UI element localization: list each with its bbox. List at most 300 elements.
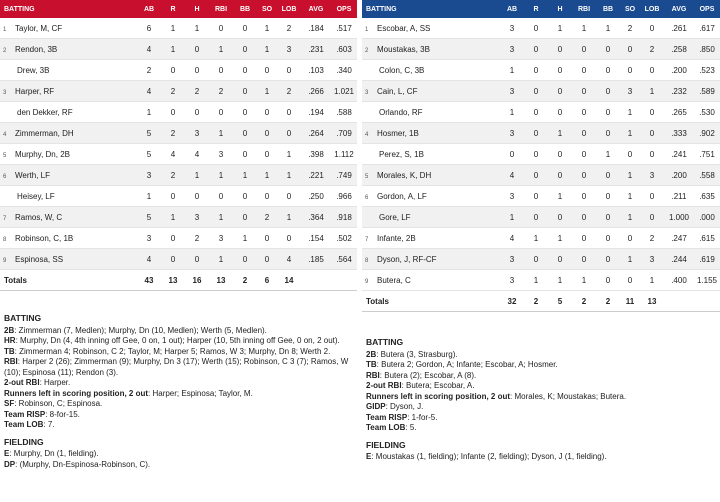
stat-cell: 1 — [161, 18, 185, 39]
player-name-link[interactable]: Zimmerman, DH — [15, 128, 74, 138]
stat-cell: 1 — [620, 123, 640, 144]
note-text: : Murphy, Dn (4, 4th inning off Gee, 0 on, 1 out); Harper (10, 5th inning off Gee, 0 on, 2 out). — [15, 336, 340, 345]
stat-cell: 3 — [277, 39, 301, 60]
stat-cell: 2 — [185, 81, 209, 102]
stat-cell: 0 — [640, 102, 664, 123]
home-table-body — [362, 18, 720, 312]
header-row — [362, 0, 720, 18]
away-batting-title: BATTING — [4, 313, 42, 323]
stat-cell: .558 — [694, 165, 720, 186]
player-row — [362, 270, 720, 291]
note-line — [4, 460, 354, 471]
totals-cell: 2 — [524, 291, 548, 312]
column-header[interactable]: R — [524, 0, 548, 18]
stat-cell: 0 — [233, 249, 257, 270]
player-cell — [0, 81, 137, 102]
column-header[interactable]: BB — [596, 0, 620, 18]
note-label: Runners left in scoring position, 2 out — [4, 388, 149, 398]
note-label: Team LOB — [366, 423, 406, 432]
batting-order: 2 — [3, 47, 7, 54]
player-cell — [362, 207, 500, 228]
player-cell — [0, 123, 137, 144]
batting-order: 6 — [365, 194, 369, 201]
batting-order: 8 — [3, 236, 7, 243]
stat-cell: 4 — [277, 249, 301, 270]
stat-cell: 2 — [185, 228, 209, 249]
stat-cell: 0 — [640, 60, 664, 81]
home-batting-table — [362, 0, 720, 312]
player-row — [362, 228, 720, 249]
stat-cell: .709 — [331, 123, 357, 144]
stat-cell: 1 — [209, 249, 233, 270]
stat-cell: 0 — [257, 123, 277, 144]
note-text: : Butera (3, Strasburg). — [376, 349, 458, 359]
stat-cell: 0 — [233, 207, 257, 228]
note-text: : Butera; Escobar, A. — [401, 381, 475, 390]
player-row — [362, 60, 720, 81]
note-line — [4, 326, 354, 337]
stat-cell: 0 — [524, 123, 548, 144]
column-header[interactable]: LOB — [640, 0, 664, 18]
note-label: 2-out RBI — [4, 378, 40, 387]
player-name-link[interactable]: Colon, C, 3B — [379, 65, 425, 75]
stat-cell: 0 — [257, 60, 277, 81]
note-text: : Harper. — [39, 378, 71, 387]
batting-order: 1 — [365, 26, 369, 33]
player-cell — [0, 60, 137, 81]
stat-cell: .154 — [301, 228, 331, 249]
player-name-link[interactable]: Taylor, M, CF — [15, 23, 63, 33]
stat-cell: 0 — [596, 270, 620, 291]
player-row — [362, 102, 720, 123]
column-header-batting[interactable]: BATTING — [0, 0, 137, 18]
stat-cell: 0 — [185, 60, 209, 81]
note-label: Team RISP — [4, 409, 46, 419]
note-line — [4, 410, 354, 421]
note-label: RBI — [366, 370, 380, 380]
column-header[interactable]: BB — [233, 0, 257, 18]
player-name-link[interactable]: Morales, K, DH — [377, 170, 432, 180]
totals-cell: 13 — [161, 270, 185, 291]
column-header[interactable]: OPS — [694, 0, 720, 18]
player-name-link[interactable]: Hosmer, 1B — [377, 128, 419, 138]
note-line — [4, 399, 354, 410]
stat-cell: 1 — [257, 81, 277, 102]
stat-cell: 4 — [137, 39, 161, 60]
stat-cell: 1 — [233, 228, 257, 249]
note-label: E — [4, 449, 10, 458]
stat-cell: 1 — [500, 207, 524, 228]
stat-cell: .247 — [664, 228, 694, 249]
stat-cell: 0 — [572, 249, 596, 270]
player-name-link[interactable]: Gordon, A, LF — [377, 191, 427, 201]
stat-cell: 0 — [596, 102, 620, 123]
player-cell — [0, 228, 137, 249]
player-cell — [0, 186, 137, 207]
stat-cell: 3 — [185, 123, 209, 144]
stat-cell: .966 — [331, 186, 357, 207]
player-row — [0, 60, 357, 81]
column-header[interactable]: H — [548, 0, 572, 18]
stat-cell: 0 — [277, 186, 301, 207]
note-text: : Morales, K; Moustakas; Butera. — [510, 391, 627, 401]
stat-cell: .231 — [301, 39, 331, 60]
stat-cell: .564 — [331, 249, 357, 270]
stat-cell: 0 — [277, 102, 301, 123]
stat-cell: 0 — [524, 18, 548, 39]
note-line — [366, 350, 716, 361]
stat-cell: 0 — [620, 60, 640, 81]
player-name-link[interactable]: Heisey, LF — [17, 191, 55, 201]
stat-cell: .751 — [694, 144, 720, 165]
stat-cell: .258 — [664, 39, 694, 60]
stat-cell: 1 — [233, 165, 257, 186]
stat-cell: .588 — [331, 102, 357, 123]
stat-cell: 0 — [596, 39, 620, 60]
stat-cell: 0 — [161, 249, 185, 270]
stat-cell: .530 — [694, 102, 720, 123]
stat-cell: 0 — [185, 186, 209, 207]
column-header-batting[interactable]: BATTING — [362, 0, 500, 18]
stat-cell: 0 — [524, 165, 548, 186]
note-label: Runners left in scoring position, 2 out — [366, 391, 511, 401]
stat-cell: .517 — [331, 18, 357, 39]
column-header[interactable]: OPS — [331, 0, 357, 18]
batting-order: 5 — [365, 173, 369, 180]
player-cell — [0, 207, 137, 228]
player-cell — [0, 39, 137, 60]
note-line — [4, 357, 354, 378]
stat-cell: 2 — [137, 60, 161, 81]
stat-cell: 1 — [640, 81, 664, 102]
away-notes — [4, 313, 354, 470]
stat-cell: 0 — [277, 123, 301, 144]
stat-cell: 1 — [209, 165, 233, 186]
player-cell — [362, 123, 500, 144]
stat-cell: 0 — [524, 81, 548, 102]
stat-cell: 1 — [257, 18, 277, 39]
stat-cell: 2 — [257, 207, 277, 228]
stat-cell: 1 — [620, 207, 640, 228]
totals-cell — [301, 270, 331, 291]
player-cell — [362, 60, 500, 81]
stat-cell: 0 — [572, 165, 596, 186]
stat-cell: 1 — [500, 102, 524, 123]
column-header[interactable]: LOB — [277, 0, 301, 18]
stat-cell: 1 — [548, 228, 572, 249]
stat-cell: 0 — [548, 144, 572, 165]
stat-cell: 0 — [233, 18, 257, 39]
totals-cell: 11 — [620, 291, 640, 312]
stat-cell: .265 — [664, 102, 694, 123]
stat-cell: 0 — [548, 81, 572, 102]
stat-cell: 4 — [500, 165, 524, 186]
player-row — [362, 165, 720, 186]
stat-cell: 5 — [137, 207, 161, 228]
batting-order: 5 — [3, 152, 7, 159]
stat-cell: 3 — [640, 165, 664, 186]
stat-cell: 0 — [185, 249, 209, 270]
stat-cell: 1 — [524, 270, 548, 291]
note-line — [4, 449, 354, 460]
column-header[interactable]: SO — [620, 0, 640, 18]
note-text: : (Murphy, Dn-Espinosa-Robinson, C). — [15, 459, 151, 469]
player-name-link[interactable]: Escobar, A, SS — [377, 23, 431, 33]
player-row — [0, 228, 357, 249]
stat-cell: 0 — [548, 60, 572, 81]
stat-cell: 0 — [620, 270, 640, 291]
note-text: : 7. — [43, 420, 55, 429]
stat-cell: 0 — [233, 144, 257, 165]
home-fielding-title: FIELDING — [366, 439, 406, 450]
batting-order: 4 — [365, 131, 369, 138]
totals-cell: 2 — [596, 291, 620, 312]
away-fielding-notes — [4, 449, 354, 470]
column-header[interactable]: SO — [257, 0, 277, 18]
stat-cell: 5 — [137, 144, 161, 165]
note-label: DP — [4, 459, 16, 469]
stat-cell: 1 — [620, 186, 640, 207]
stat-cell: .244 — [664, 249, 694, 270]
stat-cell: 0 — [500, 144, 524, 165]
batting-order: 6 — [3, 173, 7, 180]
player-name-link[interactable]: Werth, LF — [15, 170, 50, 180]
note-line — [366, 360, 716, 371]
stat-cell: 2 — [161, 123, 185, 144]
totals-cell: 6 — [257, 270, 277, 291]
stat-cell: 0 — [209, 102, 233, 123]
player-name-link[interactable]: Robinson, C, 1B — [15, 233, 74, 243]
home-batting-title: BATTING — [366, 337, 404, 347]
note-line — [4, 420, 354, 431]
stat-cell: 0 — [524, 144, 548, 165]
note-label: 2B — [366, 349, 377, 359]
note-text: : Dyson, J. — [385, 402, 424, 411]
note-label: Team LOB — [4, 420, 44, 429]
batting-order: 9 — [3, 257, 7, 264]
player-row — [362, 18, 720, 39]
stat-cell: 0 — [233, 39, 257, 60]
stat-cell: 4 — [500, 228, 524, 249]
totals-cell: 2 — [572, 291, 596, 312]
stat-cell: .850 — [694, 39, 720, 60]
player-name-link[interactable]: Cain, L, CF — [377, 86, 418, 96]
totals-cell: 43 — [137, 270, 161, 291]
column-header[interactable]: AB — [137, 0, 161, 18]
stat-cell: 0 — [233, 81, 257, 102]
stat-cell: 0 — [524, 249, 548, 270]
totals-row — [0, 270, 357, 291]
stat-cell: .241 — [664, 144, 694, 165]
stat-cell: 6 — [137, 18, 161, 39]
stat-cell: .617 — [694, 18, 720, 39]
stat-cell: 3 — [137, 165, 161, 186]
player-name-link[interactable]: Orlando, RF — [379, 107, 423, 117]
column-header[interactable]: AVG — [664, 0, 694, 18]
note-text: : Harper 2 (26); Zimmerman (9); Murphy, Dn 3 (17); Werth (15); Robinson, C 3 (7); Ramos, W (10); Espinosa (11); Rendon (3). — [4, 357, 349, 377]
player-row — [0, 123, 357, 144]
totals-label: Totals — [362, 291, 500, 312]
column-header[interactable]: RBI — [209, 0, 233, 18]
stat-cell: 2 — [277, 81, 301, 102]
stat-cell: 3 — [500, 249, 524, 270]
stat-cell: 1 — [161, 39, 185, 60]
player-cell — [362, 270, 500, 291]
stat-cell: 1 — [185, 165, 209, 186]
note-line — [4, 389, 354, 400]
stat-cell: 1 — [209, 123, 233, 144]
stat-cell: 0 — [524, 60, 548, 81]
player-row — [362, 186, 720, 207]
column-header[interactable]: AVG — [301, 0, 331, 18]
stat-cell: 1.021 — [331, 81, 357, 102]
stat-cell: .619 — [694, 249, 720, 270]
totals-cell — [664, 291, 694, 312]
player-cell — [362, 39, 500, 60]
stat-cell: 1 — [548, 18, 572, 39]
player-name-link[interactable]: Ramos, W, C — [15, 212, 63, 222]
player-name-link[interactable]: den Dekker, RF — [17, 107, 73, 117]
totals-cell: 5 — [548, 291, 572, 312]
column-header[interactable]: H — [185, 0, 209, 18]
player-cell — [362, 228, 500, 249]
note-line — [366, 423, 716, 434]
player-cell — [362, 144, 500, 165]
stat-cell: 4 — [137, 81, 161, 102]
player-row — [0, 144, 357, 165]
column-header[interactable]: AB — [500, 0, 524, 18]
note-label: TB — [366, 360, 377, 369]
totals-cell: 2 — [233, 270, 257, 291]
stat-cell: 0 — [572, 186, 596, 207]
stat-cell: 1 — [209, 39, 233, 60]
stat-cell: 0 — [257, 249, 277, 270]
stat-cell: 0 — [548, 102, 572, 123]
stat-cell: 3 — [500, 186, 524, 207]
stat-cell: 0 — [524, 186, 548, 207]
totals-cell — [331, 270, 357, 291]
totals-cell — [694, 291, 720, 312]
column-header[interactable]: R — [161, 0, 185, 18]
note-label: SF — [4, 399, 15, 408]
note-label: 2-out RBI — [366, 381, 402, 390]
stat-cell: 1 — [548, 186, 572, 207]
away-fielding-title: FIELDING — [4, 436, 44, 447]
note-text: : Moustakas (1, fielding); Infante (2, fielding); Dyson, J (1, fielding). — [371, 452, 607, 461]
stat-cell: 0 — [572, 144, 596, 165]
note-text: : Butera 2; Gordon, A; Infante; Escobar, A; Hosmer. — [376, 360, 558, 369]
note-label: GIDP — [366, 402, 386, 411]
stat-cell: 0 — [596, 186, 620, 207]
player-row — [362, 207, 720, 228]
stat-cell: 3 — [185, 207, 209, 228]
stat-cell: 2 — [620, 18, 640, 39]
note-label: E — [366, 452, 372, 461]
note-text: : 8-for-15. — [45, 409, 80, 419]
stat-cell: .400 — [664, 270, 694, 291]
stat-cell: 0 — [185, 39, 209, 60]
note-text: : Harper; Espinosa; Taylor, M. — [148, 388, 253, 398]
stat-cell: 1 — [209, 207, 233, 228]
player-cell — [0, 249, 137, 270]
stat-cell: 2 — [209, 81, 233, 102]
stat-cell: 1 — [257, 39, 277, 60]
stat-cell: .502 — [331, 228, 357, 249]
stat-cell: 5 — [137, 123, 161, 144]
player-name-link[interactable]: Perez, S, 1B — [379, 149, 424, 159]
home-fielding-notes — [366, 452, 716, 463]
stat-cell: 0 — [596, 123, 620, 144]
stat-cell: .266 — [301, 81, 331, 102]
player-name-link[interactable]: Murphy, Dn, 2B — [15, 149, 70, 159]
stat-cell: 0 — [209, 60, 233, 81]
player-name-link[interactable]: Espinosa, SS — [15, 254, 64, 264]
player-name-link[interactable]: Butera, C — [377, 275, 411, 285]
stat-cell: 0 — [620, 39, 640, 60]
column-header[interactable]: RBI — [572, 0, 596, 18]
player-name-link[interactable]: Drew, 3B — [17, 65, 50, 75]
stat-cell: .000 — [694, 207, 720, 228]
stat-cell: .184 — [301, 18, 331, 39]
player-row — [0, 102, 357, 123]
home-table-header — [362, 0, 720, 18]
player-name-link[interactable]: Rendon, 3B — [15, 44, 58, 54]
note-line — [4, 347, 354, 358]
stat-cell: .523 — [694, 60, 720, 81]
stat-cell: 4 — [161, 144, 185, 165]
player-name-link[interactable]: Dyson, J, RF-CF — [377, 254, 437, 264]
stat-cell: .194 — [301, 102, 331, 123]
player-cell — [0, 165, 137, 186]
stat-cell: 1 — [257, 165, 277, 186]
player-name-link[interactable]: Harper, RF — [15, 86, 55, 96]
stat-cell: 0 — [640, 207, 664, 228]
stat-cell: 0 — [572, 228, 596, 249]
stat-cell: .200 — [664, 165, 694, 186]
note-label: RBI — [4, 357, 18, 366]
stat-cell: 2 — [277, 18, 301, 39]
player-row — [0, 249, 357, 270]
stat-cell: 0 — [209, 18, 233, 39]
note-line — [366, 392, 716, 403]
stat-cell: 0 — [161, 102, 185, 123]
stat-cell: 3 — [500, 18, 524, 39]
batting-order: 4 — [3, 131, 7, 138]
stat-cell: 2 — [640, 228, 664, 249]
stat-cell: 0 — [257, 228, 277, 249]
batting-order: 9 — [365, 278, 369, 285]
away-table-body — [0, 18, 357, 291]
stat-cell: 0 — [257, 144, 277, 165]
stat-cell: 1 — [500, 60, 524, 81]
stat-cell: .340 — [331, 60, 357, 81]
stat-cell: 0 — [161, 60, 185, 81]
stat-cell: .185 — [301, 249, 331, 270]
stat-cell: .211 — [664, 186, 694, 207]
stat-cell: 0 — [640, 18, 664, 39]
stat-cell: 0 — [277, 60, 301, 81]
stat-cell: 1 — [572, 270, 596, 291]
note-text: : Butera (2); Escobar, A (8). — [379, 370, 477, 380]
player-name-link[interactable]: Infante, 2B — [377, 233, 416, 243]
batting-order: 8 — [365, 257, 369, 264]
stat-cell: 1 — [620, 165, 640, 186]
player-row — [362, 81, 720, 102]
note-text: : Zimmerman (7, Medlen); Murphy, Dn (10, Medlen); Werth (5, Medlen). — [14, 325, 267, 335]
stat-cell: 1 — [640, 270, 664, 291]
player-name-link[interactable]: Gore, LF — [379, 212, 411, 222]
player-name-link[interactable]: Moustakas, 3B — [377, 44, 430, 54]
